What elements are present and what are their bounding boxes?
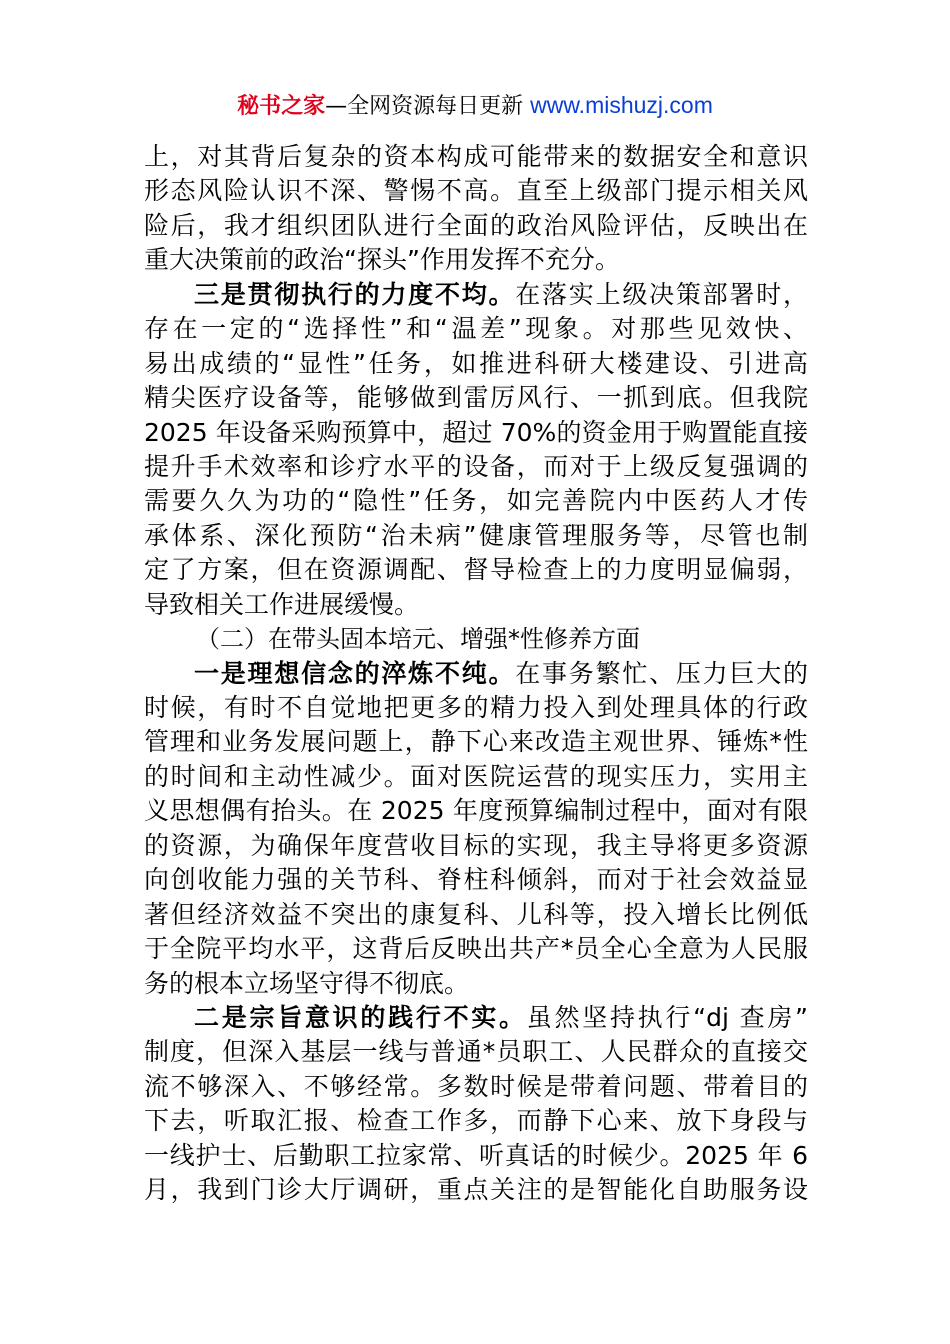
text-line: 务的根本立场坚守得不彻底。 <box>144 968 470 998</box>
paragraph-start-line: 三是贯彻执行的力度不均。在落实上级决策部署时， <box>194 279 808 309</box>
text-line: 向创收能力强的关节科、脊柱科倾斜，而对于社会效益显 <box>144 865 808 895</box>
text-line: 的资源，为确保年度营收目标的实现，我主导将更多资源 <box>144 830 808 860</box>
document-body <box>144 140 808 1208</box>
section-heading: （二）在带头固本培元、增强*性修养方面 <box>196 625 640 654</box>
paragraph-start-line: 一是理想信念的淬炼不纯。在事务繁忙、压力巨大的 <box>194 658 808 688</box>
header-slogan: —全网资源每日更新 <box>325 94 531 119</box>
text-line: 义思想偶有抬头。在 2025 年度预算编制过程中，面对有限 <box>144 796 808 826</box>
text-line: 著但经济效益不突出的康复科、儿科等，投入增长比例低 <box>144 899 808 929</box>
text-line: 的时间和主动性减少。面对医院运营的现实压力，实用主 <box>144 761 808 791</box>
text-line: 一线护士、后勤职工拉家常、听真话的时候少。2025 年 6 <box>144 1140 808 1170</box>
site-header <box>0 88 950 124</box>
text-line: 管理和业务发展问题上，静下心来改造主观世界、锤炼*性 <box>144 727 808 757</box>
text-line: 下去，听取汇报、检查工作多，而静下心来、放下身段与 <box>144 1106 808 1136</box>
text-line: 提升手术效率和诊疗水平的设备，而对于上级反复强调的 <box>144 451 808 481</box>
paragraph-lead-bold: 一是理想信念的淬炼不纯。 <box>194 658 516 688</box>
paragraph-start-line: 二是宗旨意识的践行不实。虽然坚持执行“dj 查房” <box>194 1002 808 1032</box>
text-line: 精尖医疗设备等，能够做到雷厉风行、一抓到底。但我院 <box>144 383 808 413</box>
text-line: 流不够深入、不够经常。多数时候是带着问题、带着目的 <box>144 1071 808 1101</box>
text-line: 时候，有时不自觉地把更多的精力投入到处理具体的行政 <box>144 693 808 722</box>
text-line: 易出成绩的“显性”任务，如推进科研大楼建设、引进高 <box>144 348 808 378</box>
text-line: 承体系、深化预防“治未病”健康管理服务等，尽管也制 <box>144 520 808 550</box>
text-line: 导致相关工作进展缓慢。 <box>144 589 420 619</box>
header-url-link[interactable]: www.mishuzj.com <box>530 92 713 118</box>
text-line: 需要久久为功的“隐性”任务，如完善院内中医药人才传 <box>144 486 808 516</box>
text-line: 制度，但深入基层一线与普通*员职工、人民群众的直接交 <box>144 1037 808 1067</box>
paragraph-lead-bold: 二是宗旨意识的践行不实。 <box>194 1002 527 1032</box>
text-line: 2025 年设备采购预算中，超过 70%的资金用于购置能直接 <box>144 417 808 447</box>
text-line: 形态风险认识不深、警惕不高。直至上级部门提示相关风 <box>144 176 808 206</box>
header-brand: 秘书之家 <box>237 94 326 119</box>
text-line: 上，对其背后复杂的资本构成可能带来的数据安全和意识 <box>144 142 808 171</box>
text-line: 重大决策前的政治“探头”作用发挥不充分。 <box>144 245 620 275</box>
text-line: 险后，我才组织团队进行全面的政治风险评估，反映出在 <box>144 210 808 240</box>
text-line: 存在一定的“选择性”和“温差”现象。对那些见效快、 <box>144 314 808 344</box>
text-line: 于全院平均水平，这背后反映出共产*员全心全意为人民服 <box>144 934 808 964</box>
text-line: 定了方案，但在资源调配、督导检查上的力度明显偏弱， <box>144 555 808 585</box>
paragraph-lead-bold: 三是贯彻执行的力度不均。 <box>194 279 516 309</box>
text-line: 月，我到门诊大厅调研，重点关注的是智能化自助服务设 <box>144 1175 808 1205</box>
